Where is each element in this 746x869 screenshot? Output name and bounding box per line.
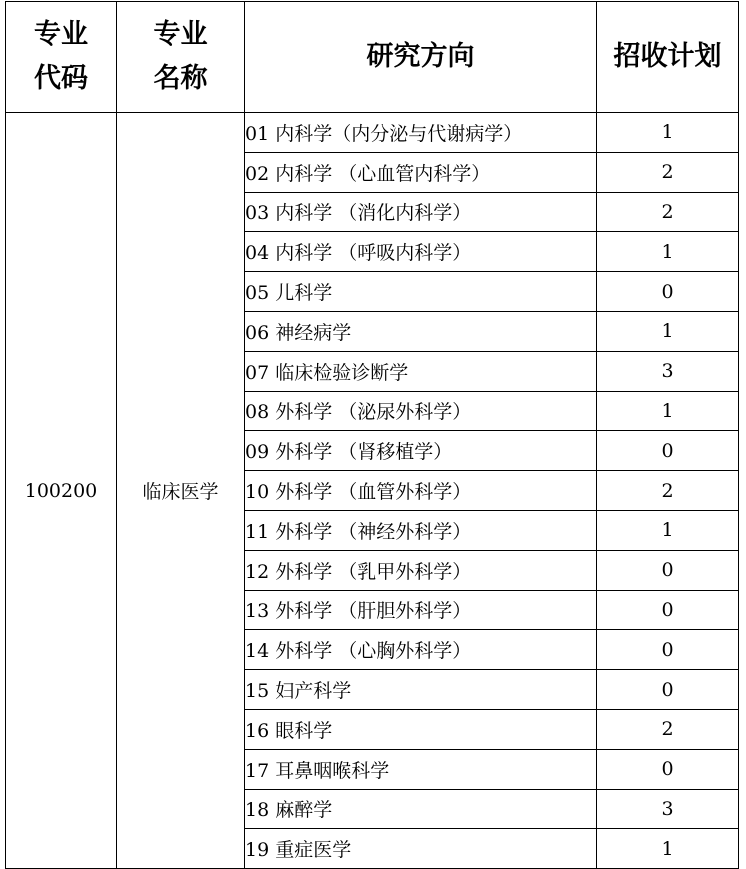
research-direction-cell: 17 耳鼻咽喉科学 [245,749,597,789]
enrollment-quota-cell: 1 [597,113,739,153]
enrollment-quota-cell: 0 [597,630,739,670]
research-direction-cell: 10 外科学 （血管外科学） [245,471,597,511]
header-major-name-line1: 专业 [153,19,208,50]
research-direction-cell: 06 神经病学 [245,311,597,351]
enrollment-quota-cell: 3 [597,789,739,829]
enrollment-plan-table [5,1,739,869]
enrollment-quota-cell: 1 [597,232,739,272]
header-enrollment-quota: 招收计划 [597,2,739,113]
research-direction-cell: 13 外科学 （肝胆外科学） [245,590,597,630]
header-research-direction: 研究方向 [245,2,597,113]
research-direction-cell: 05 儿科学 [245,272,597,312]
major-code-cell: 100200 [6,113,117,869]
header-major-name-line2: 名称 [153,63,208,94]
header-major-code-line2: 代码 [34,63,88,94]
research-direction-cell: 14 外科学 （心胸外科学） [245,630,597,670]
enrollment-quota-cell: 0 [597,550,739,590]
research-direction-cell: 03 内科学 （消化内科学） [245,192,597,232]
enrollment-quota-cell: 0 [597,670,739,710]
enrollment-quota-cell: 1 [597,391,739,431]
header-row [6,2,739,113]
enrollment-quota-cell: 1 [597,510,739,550]
research-direction-cell: 18 麻醉学 [245,789,597,829]
header-major-name [117,2,245,113]
major-name-cell: 临床医学 [117,113,245,869]
enrollment-quota-cell: 2 [597,192,739,232]
research-direction-cell: 15 妇产科学 [245,670,597,710]
enrollment-quota-cell: 0 [597,431,739,471]
enrollment-quota-cell: 2 [597,152,739,192]
enrollment-quota-cell: 0 [597,272,739,312]
research-direction-cell: 19 重症医学 [245,829,597,869]
table-row [6,113,739,153]
enrollment-quota-cell: 1 [597,829,739,869]
research-direction-cell: 09 外科学 （肾移植学） [245,431,597,471]
enrollment-quota-cell: 0 [597,590,739,630]
enrollment-quota-cell: 0 [597,749,739,789]
enrollment-quota-cell: 2 [597,709,739,749]
research-direction-cell: 04 内科学 （呼吸内科学） [245,232,597,272]
enrollment-quota-cell: 2 [597,471,739,511]
enrollment-quota-cell: 3 [597,351,739,391]
research-direction-cell: 02 内科学 （心血管内科学） [245,152,597,192]
research-direction-cell: 16 眼科学 [245,709,597,749]
research-direction-cell: 07 临床检验诊断学 [245,351,597,391]
research-direction-cell: 08 外科学 （泌尿外科学） [245,391,597,431]
enrollment-quota-cell: 1 [597,311,739,351]
research-direction-cell: 11 外科学 （神经外科学） [245,510,597,550]
research-direction-cell: 01 内科学（内分泌与代谢病学） [245,113,597,153]
table-header [6,2,739,113]
header-major-code-line1: 专业 [34,19,88,50]
research-direction-cell: 12 外科学 （乳甲外科学） [245,550,597,590]
header-major-code [6,2,117,113]
table-body [6,113,739,869]
